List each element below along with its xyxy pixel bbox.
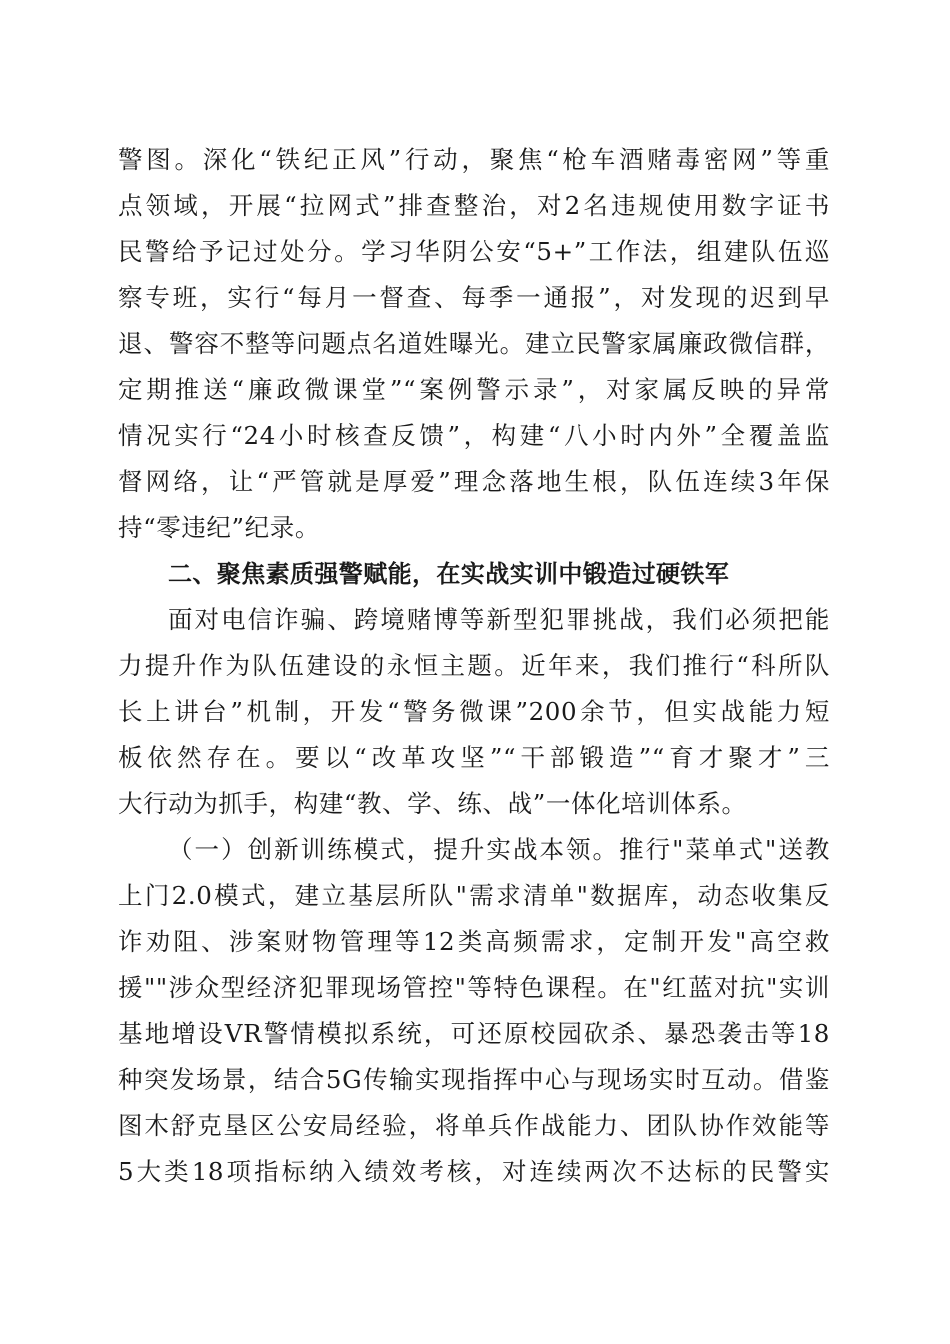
text-line: 5大类18项指标纳入绩效考核，对连续两次不达标的民警实 (118, 1157, 830, 1186)
text-line: 大行动为抓手，构建“教、学、练、战”一体化培训体系。 (118, 789, 747, 818)
paragraph-discipline (118, 137, 830, 551)
text-line: 督网络，让“严管就是厚爱”理念落地生根，队伍连续3年保 (118, 467, 830, 496)
text-line: 面对电信诈骗、跨境赌博等新型犯罪挑战，我们必须把能 (168, 605, 830, 634)
text-line: 上门2.0模式，建立基层所队"需求清单"数据库，动态收集反 (118, 881, 830, 910)
text-line: 长上讲台”机制，开发“警务微课”200余节，但实战能力短 (118, 697, 830, 726)
text-line: 定期推送“廉政微课堂”“案例警示录”，对家属反映的异常 (118, 375, 830, 404)
text-line: 援""涉众型经济犯罪现场管控"等特色课程。在"红蓝对抗"实训 (118, 973, 830, 1002)
paragraph-capability (118, 597, 830, 827)
text-line: 退、警容不整等问题点名道姓曝光。建立民警家属廉政微信群， (118, 329, 830, 358)
section-heading: 二、聚焦素质强警赋能，在实战实训中锻造过硬铁军 (168, 560, 730, 588)
text-line: 种突发场景，结合5G传输实现指挥中心与现场实时互动。借鉴 (118, 1065, 830, 1094)
text-line: 持“零违纪”纪录。 (118, 513, 320, 542)
text-line: 民警给予记过处分。学习华阴公安“5+”工作法，组建队伍巡 (118, 237, 830, 266)
text-line: 点领域，开展“拉网式”排查整治，对2名违规使用数字证书 (118, 191, 830, 220)
text-line: 警图。深化“铁纪正风”行动，聚焦“枪车酒赌毒密网”等重 (118, 145, 830, 174)
text-line: （一）创新训练模式，提升实战本领。推行"菜单式"送教 (168, 835, 830, 864)
text-line: 基地增设VR警情模拟系统，可还原校园砍杀、暴恐袭击等18 (118, 1019, 830, 1048)
text-line: 诈劝阻、涉案财物管理等12类高频需求，定制开发"高空救 (118, 927, 830, 956)
text-line: 图木舒克垦区公安局经验，将单兵作战能力、团队协作效能等 (118, 1111, 830, 1140)
paragraph-training-mode (118, 827, 830, 1195)
text-line: 力提升作为队伍建设的永恒主题。近年来，我们推行“科所队 (118, 651, 830, 680)
text-line: 察专班，实行“每月一督查、每季一通报”，对发现的迟到早 (118, 283, 830, 312)
text-line: 情况实行“24小时核查反馈”，构建“八小时内外”全覆盖监 (118, 421, 830, 450)
text-line: 板依然存在。要以“改革攻坚”“干部锻造”“育才聚才”三 (118, 743, 830, 772)
document-body (118, 137, 830, 1195)
